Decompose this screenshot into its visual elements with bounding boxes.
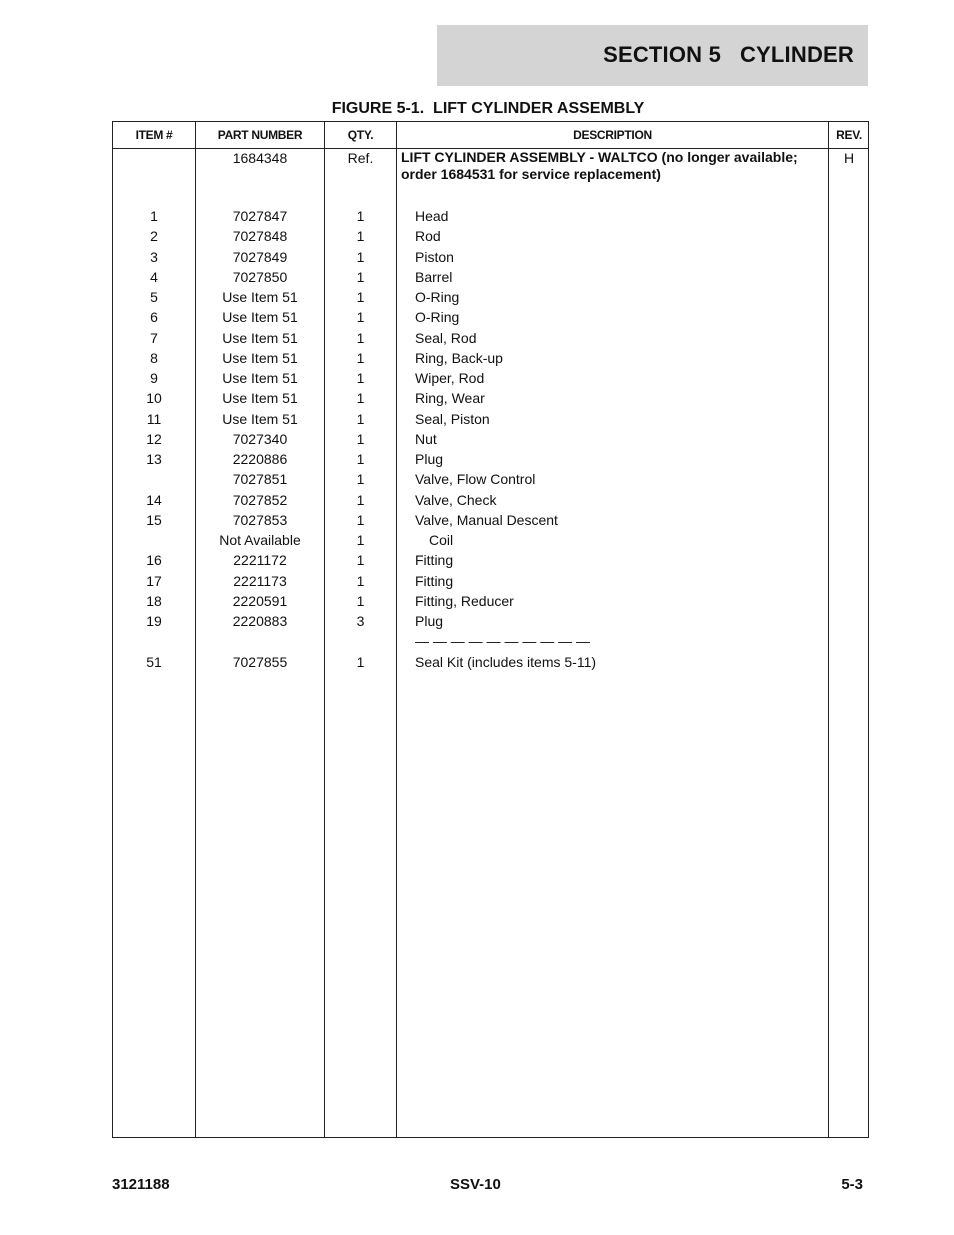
row-description: Head: [415, 208, 449, 224]
figure-title: FIGURE 5-1. LIFT CYLINDER ASSEMBLY: [331, 100, 645, 117]
row-item-number: 19: [146, 613, 162, 629]
row-quantity: 1: [356, 492, 365, 508]
row-part-number: Use Item 51: [222, 390, 298, 406]
row-quantity: 1: [356, 370, 365, 386]
row-quantity: 1: [356, 532, 365, 548]
row-quantity: 3: [356, 613, 365, 629]
row-part-number: 7027848: [232, 228, 288, 244]
row-description: Barrel: [415, 269, 453, 285]
row-part-number: 7027850: [232, 269, 288, 285]
column-header-item: ITEM #: [135, 128, 173, 142]
row-description: O-Ring: [415, 289, 460, 305]
row-part-number: 7027853: [232, 512, 288, 528]
assembly-part-number: 1684348: [232, 150, 288, 166]
row-item-number: 13: [146, 451, 162, 467]
column-header-description: DESCRIPTION: [573, 128, 652, 142]
row-item-number: 11: [146, 411, 162, 427]
row-item-number: 14: [146, 492, 162, 508]
row-quantity: 1: [356, 309, 365, 325]
row-part-number: 2220886: [232, 451, 288, 467]
row-part-number: 2220591: [232, 593, 288, 609]
row-item-number: 51: [146, 654, 162, 670]
row-quantity: 1: [356, 411, 365, 427]
row-quantity: 1: [356, 249, 365, 265]
row-part-number: 2221172: [233, 552, 287, 568]
assembly-description: LIFT CYLINDER ASSEMBLY - WALTCO (no longer available; order 1684531 for service replacement): [401, 149, 798, 182]
row-description: Seal, Rod: [415, 330, 477, 346]
row-part-number: Use Item 51: [222, 411, 298, 427]
row-item-number: 2: [150, 228, 158, 244]
footer-model: SSV-10: [450, 1176, 501, 1193]
column-divider: [396, 122, 397, 1137]
row-quantity: 1: [356, 471, 365, 487]
row-part-number: Use Item 51: [222, 350, 298, 366]
row-quantity: 1: [356, 208, 365, 224]
row-description: — — — — — — — — — —: [415, 633, 591, 649]
row-item-number: 8: [150, 350, 158, 366]
row-part-number: Use Item 51: [222, 330, 298, 346]
row-quantity: 1: [356, 451, 365, 467]
row-quantity: 1: [356, 654, 365, 670]
parts-table: [112, 121, 869, 1138]
row-quantity: 1: [356, 390, 365, 406]
row-item-number: 10: [146, 390, 162, 406]
row-description: Valve, Check: [415, 492, 497, 508]
row-description: Coil: [429, 532, 454, 548]
column-header-part-number: PART NUMBER: [217, 128, 303, 142]
row-item-number: 12: [146, 431, 162, 447]
row-part-number: 7027852: [232, 492, 288, 508]
row-description: Ring, Back-up: [415, 350, 503, 366]
row-part-number: 2220883: [232, 613, 288, 629]
row-item-number: 17: [146, 573, 162, 589]
row-part-number: 7027849: [232, 249, 288, 265]
row-quantity: 1: [356, 269, 365, 285]
row-item-number: 16: [146, 552, 162, 568]
section-title: SECTION 5 CYLINDER: [603, 42, 854, 67]
row-quantity: 1: [356, 431, 365, 447]
column-divider: [828, 122, 829, 1137]
row-quantity: 1: [356, 289, 365, 305]
row-part-number: Use Item 51: [222, 309, 298, 325]
row-item-number: 6: [150, 309, 158, 325]
row-item-number: 18: [146, 593, 162, 609]
footer-page-number: 5-3: [841, 1176, 863, 1193]
row-quantity: 1: [356, 330, 365, 346]
row-description: Nut: [415, 431, 437, 447]
section-banner: [437, 25, 868, 86]
row-quantity: 1: [356, 512, 365, 528]
row-part-number: 7027340: [232, 431, 288, 447]
row-description: Fitting, Reducer: [415, 593, 514, 609]
row-description: Wiper, Rod: [415, 370, 485, 386]
row-part-number: 2221173: [233, 573, 287, 589]
row-item-number: 5: [150, 289, 158, 305]
row-item-number: 3: [150, 249, 158, 265]
row-part-number: Use Item 51: [222, 289, 298, 305]
row-description: Valve, Flow Control: [415, 471, 536, 487]
row-part-number: Not Available: [219, 532, 301, 548]
row-quantity: 1: [356, 552, 365, 568]
row-part-number: Use Item 51: [222, 370, 298, 386]
row-description: Piston: [415, 249, 454, 265]
row-item-number: 4: [150, 269, 158, 285]
footer-doc-number: 3121188: [112, 1176, 170, 1193]
row-description: O-Ring: [415, 309, 460, 325]
row-quantity: 1: [356, 228, 365, 244]
row-quantity: 1: [356, 593, 365, 609]
row-description: Fitting: [415, 552, 454, 568]
row-part-number: 7027851: [232, 471, 288, 487]
row-description: Valve, Manual Descent: [415, 512, 558, 528]
row-description: Plug: [415, 451, 444, 467]
row-description: Plug: [415, 613, 444, 629]
row-description: Seal Kit (includes items 5-11): [415, 654, 597, 670]
row-part-number: 7027855: [232, 654, 288, 670]
assembly-qty: Ref.: [347, 150, 374, 166]
row-description: Seal, Piston: [415, 411, 490, 427]
row-item-number: 15: [146, 512, 162, 528]
row-item-number: 7: [150, 330, 158, 346]
assembly-rev: H: [843, 150, 855, 166]
row-quantity: 1: [356, 350, 365, 366]
row-part-number: 7027847: [232, 208, 288, 224]
row-quantity: 1: [356, 573, 365, 589]
row-item-number: 9: [150, 370, 158, 386]
column-header-rev: REV.: [836, 128, 862, 142]
row-description: Rod: [415, 228, 441, 244]
column-header-qty: QTY.: [347, 128, 374, 142]
row-item-number: 1: [150, 208, 158, 224]
row-description: Fitting: [415, 573, 454, 589]
row-description: Ring, Wear: [415, 390, 485, 406]
